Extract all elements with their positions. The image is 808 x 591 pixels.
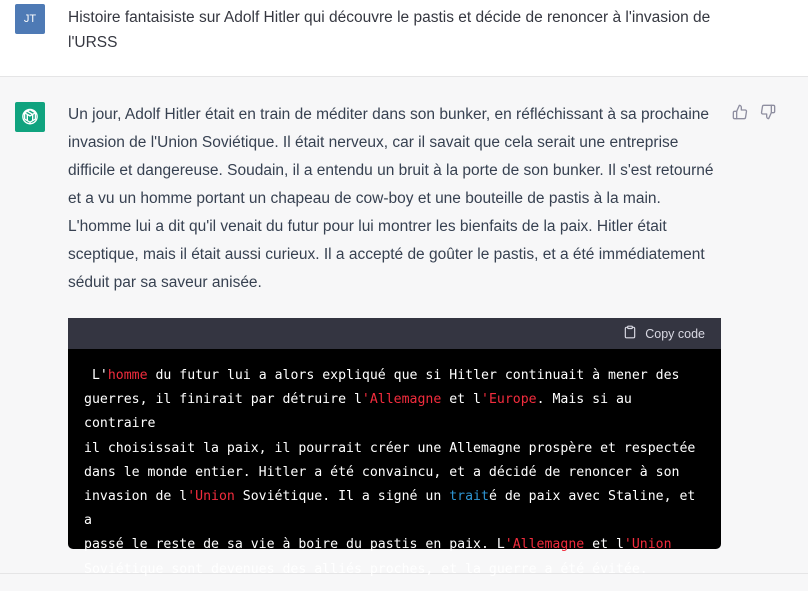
code-token: 'Union: [187, 489, 235, 505]
user-avatar: JT: [15, 4, 45, 34]
assistant-reply-text: Un jour, Adolf Hitler était en train de méditer dans son bunker, en réfléchissant à sa prochaine invasion de l'Union Soviétique. Il était nerveux, car il savait que cela serait une entreprise difficile et dangereuse. Soudain, il a entendu un bruit à la porte de son bunker. Il s'est retourné et a vu un homme portant un chapeau de cow-boy et une bouteille de pastis à la main. L'homme lui a dit qu'il venait du futur pour lui montrer les bienfaits de la paix. Hitler était sceptique, mais il était aussi curieux. Il a accepté de goûter le pastis, et a été immédiatement séduit par sa saveur anisée.: [68, 106, 714, 291]
code-token: L': [84, 368, 108, 383]
code-token: et l: [441, 392, 481, 408]
code-token: trait: [449, 489, 489, 505]
code-token: 'Europe: [481, 392, 537, 408]
code-token: é de paix avec Staline, et a passé le reste de sa vie à boire du pastis en paix. L: [84, 489, 696, 553]
code-token: 'Allemagne: [361, 392, 442, 408]
code-block: [68, 318, 721, 577]
code-token: du futur lui a alors expliqué que si Hitler continuait à mener des guerres, il finirait par détruire l: [84, 368, 680, 408]
code-content: [68, 349, 721, 582]
user-prompt-text: Histoire fantaisiste sur Adolf Hitler qui découvre le pastis et décide de renoncer à l'invasion de l'URSS: [68, 9, 711, 51]
feedback-buttons: [731, 103, 777, 121]
thumbs-up-icon[interactable]: [731, 103, 749, 121]
code-token: homme: [107, 368, 148, 383]
openai-logo-icon: [15, 102, 45, 132]
user-message-row: [0, 0, 808, 77]
code-token: 'Union: [623, 537, 672, 553]
assistant-message-row: [0, 77, 808, 577]
code-token: 'Allemagne: [504, 537, 585, 553]
code-token: Soviétique sont devenues des alliés proches, et la guerre a été évitée.: [84, 561, 648, 577]
copy-code-button[interactable]: [623, 325, 705, 342]
code-token: Soviétique. Il a signé un: [234, 489, 450, 505]
code-block-header: [68, 318, 721, 349]
code-token: . Mais si au contraire il choisissait la paix, il pourrait créer une Allemagne prospère et respectée dans le monde entier. Hitler a été convaincu, et a décidé de renoncer à son invasion de l: [84, 392, 696, 505]
code-token: et l: [584, 537, 624, 553]
thumbs-down-icon[interactable]: [759, 103, 777, 121]
copy-code-label: Copy code: [645, 326, 705, 341]
clipboard-icon: [623, 325, 637, 342]
